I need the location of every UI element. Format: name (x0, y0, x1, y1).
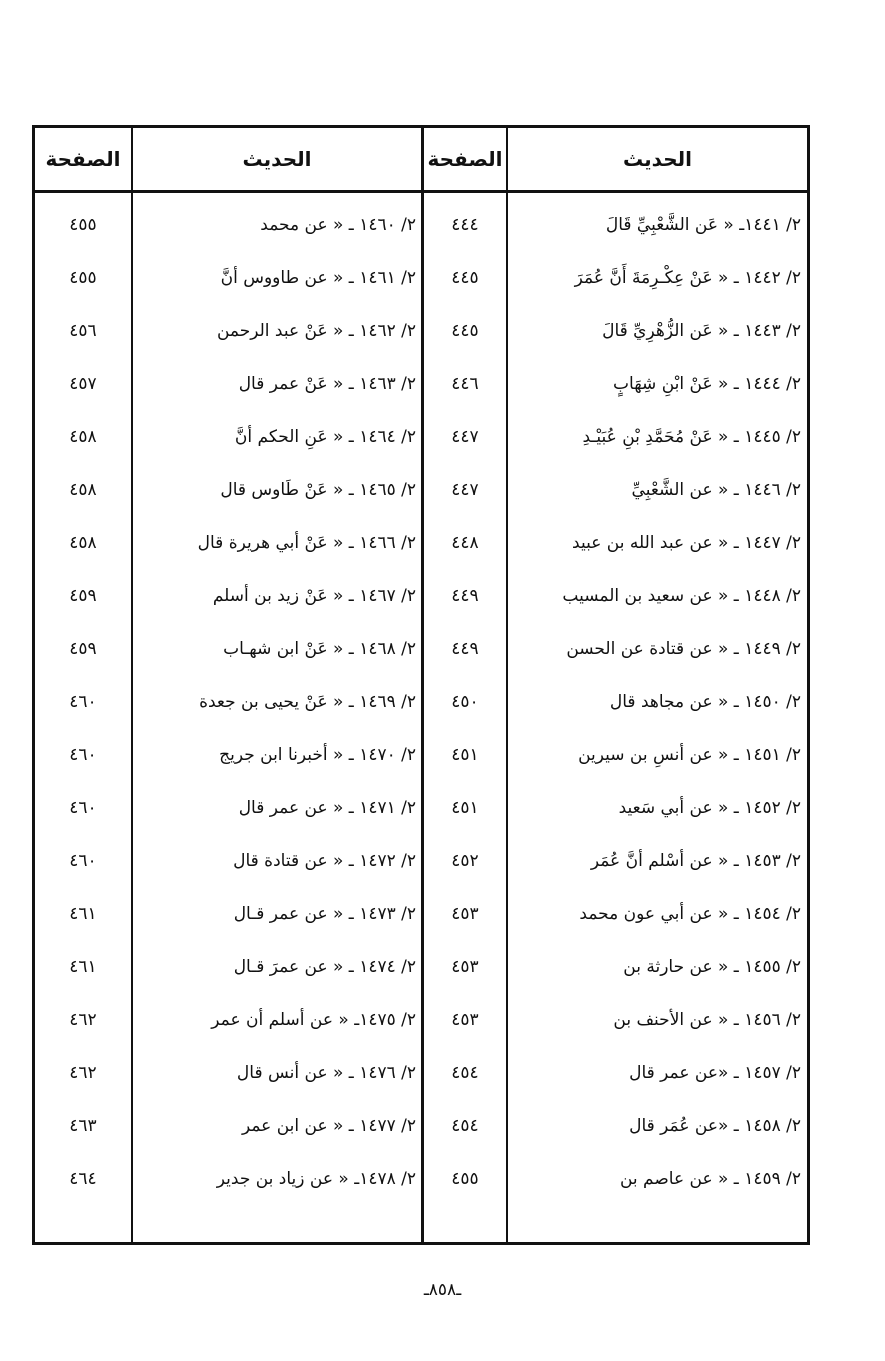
page-ref: ٤٥٨ (69, 427, 97, 447)
header-left-hadith: الحديث (242, 147, 312, 171)
hadith-entry: ٢/ ١٤٤١ـ « عَن الشَّعْبِيِّ قَالَ (605, 215, 801, 235)
hadith-entry: ٢/ ١٤٧٨ـ « عن زياد بن جدير (216, 1169, 416, 1189)
hadith-entry: ٢/ ١٤٦٣ ـ « عَنْ عمر قال (238, 374, 416, 394)
hadith-entry: ٢/ ١٤٤٦ ـ « عن الشَّعْبِيِّ (631, 480, 801, 500)
page-ref: ٤٥٠ (451, 692, 479, 712)
page-ref: ٤٥٥ (451, 1169, 479, 1189)
hadith-entry: ٢/ ١٤٧٥ـ « عن أسلم أن عمر (211, 1010, 416, 1030)
hadith-entry: ٢/ ١٤٧٦ ـ « عن أنس قال (236, 1063, 416, 1083)
page-ref: ٤٦٢ (69, 1063, 97, 1083)
column-divider (506, 128, 508, 1242)
header-right-page: الصفحة (427, 147, 503, 171)
hadith-entry: ٢/ ١٤٧٧ ـ « عن ابن عمر (241, 1116, 416, 1136)
hadith-entry: ٢/ ١٤٤٥ ـ « عَنْ مُحَمَّدِ بْنِ عُبَيْـدِ (582, 427, 801, 447)
hadith-entry: ٢/ ١٤٦٦ ـ « عَنْ أبي هريرة قال (197, 533, 416, 553)
page-ref: ٤٥٨ (69, 533, 97, 553)
page-ref: ٤٦١ (69, 904, 97, 924)
hadith-entry: ٢/ ١٤٧٣ ـ « عن عمر قـال (233, 904, 416, 924)
page-ref: ٤٤٥ (451, 321, 479, 341)
hadith-entry: ٢/ ١٤٥٠ ـ « عن مجاهد قال (609, 692, 801, 712)
hadith-entry: ٢/ ١٤٤٤ ـ « عَنْ ابْنِ شِهَابٍ (613, 374, 801, 394)
hadith-entry: ٢/ ١٤٥٩ ـ « عن عاصم بن (619, 1169, 801, 1189)
page-ref: ٤٥٥ (69, 268, 97, 288)
page-ref: ٤٦٠ (69, 851, 97, 871)
hadith-entry: ٢/ ١٤٥٨ ـ «عن عُمَر قال (629, 1116, 801, 1136)
page-ref: ٤٥١ (451, 798, 479, 818)
hadith-entry: ٢/ ١٤٦٨ ـ « عَنْ ابن شهـاب (223, 639, 416, 659)
page-ref: ٤٤٧ (451, 427, 479, 447)
header-divider (35, 190, 807, 193)
page-ref: ٤٥٣ (451, 1010, 479, 1030)
page-ref: ٤٦٠ (69, 798, 97, 818)
index-table (32, 125, 810, 1245)
hadith-entry: ٢/ ١٤٦٧ ـ « عَنْ زيد بن أسلم (212, 586, 416, 606)
page-ref: ٤٤٩ (451, 639, 479, 659)
hadith-entry: ٢/ ١٤٧٠ ـ « أخبرنا ابن جريج (219, 745, 416, 765)
page-ref: ٤٥٧ (69, 374, 97, 394)
hadith-entry: ٢/ ١٤٥٢ ـ « عن أبي سَعيد (618, 798, 801, 818)
page-ref: ٤٦٣ (69, 1116, 97, 1136)
hadith-entry: ٢/ ١٤٦٠ ـ « عن محمد (260, 215, 416, 235)
page-ref: ٤٤٨ (451, 533, 479, 553)
hadith-entry: ٢/ ١٤٥٣ ـ « عن أسْلم أنَّ عُمَر (590, 851, 801, 871)
hadith-entry: ٢/ ١٤٦٢ ـ « عَنْ عبد الرحمن (216, 321, 416, 341)
hadith-entry: ٢/ ١٤٤٩ ـ « عن قتادة عن الحسن (566, 639, 801, 659)
hadith-entry: ٢/ ١٤٤٨ ـ « عن سعيد بن المسيب (562, 586, 801, 606)
hadith-entry: ٢/ ١٤٧٢ ـ « عن قتادة قال (233, 851, 416, 871)
hadith-entry: ٢/ ١٤٦٥ ـ « عَنْ طَاوس قال (220, 480, 416, 500)
page-ref: ٤٤٩ (451, 586, 479, 606)
page-ref: ٤٥٨ (69, 480, 97, 500)
page-ref: ٤٥٣ (451, 904, 479, 924)
page-number: ـ٨٥٨ـ (423, 1280, 462, 1300)
hadith-entry: ٢/ ١٤٦١ ـ « عن طاووس أنَّ (220, 268, 416, 288)
hadith-entry: ٢/ ١٤٥٥ ـ « عن حارثة بن (623, 957, 801, 977)
page-ref: ٤٤٦ (451, 374, 479, 394)
hadith-entry: ٢/ ١٤٦٤ ـ « عَنِ الحكم أنَّ (234, 427, 416, 447)
page-ref: ٤٥٤ (451, 1063, 479, 1083)
page-ref: ٤٤٧ (451, 480, 479, 500)
hadith-entry: ٢/ ١٤٧٤ ـ « عن عمرَ قـال (233, 957, 416, 977)
page-ref: ٤٥٤ (451, 1116, 479, 1136)
hadith-entry: ٢/ ١٤٧١ ـ « عن عمر قال (238, 798, 416, 818)
page-ref: ٤٥١ (451, 745, 479, 765)
hadith-entry: ٢/ ١٤٥٤ ـ « عن أبي عون محمد (579, 904, 801, 924)
page-ref: ٤٦٤ (69, 1169, 97, 1189)
hadith-entry: ٢/ ١٤٤٧ ـ « عن عبد الله بن عبيد (572, 533, 801, 553)
page-ref: ٤٦٠ (69, 692, 97, 712)
page-ref: ٤٥٩ (69, 586, 97, 606)
hadith-entry: ٢/ ١٤٤٢ ـ « عَنْ عِكْـرِمَةَ أَنَّ عُمَرَ (574, 268, 801, 288)
page-ref: ٤٥٢ (451, 851, 479, 871)
page-ref: ٤٦١ (69, 957, 97, 977)
header-left-page: الصفحة (45, 147, 121, 171)
page-ref: ٤٥٩ (69, 639, 97, 659)
page-ref: ٤٤٥ (451, 268, 479, 288)
hadith-entry: ٢/ ١٤٥٧ ـ «عن عمر قال (629, 1063, 801, 1083)
header-right-hadith: الحديث (623, 147, 693, 171)
hadith-entry: ٢/ ١٤٥١ ـ « عن أنسِ بن سيرين (578, 745, 801, 765)
page-ref: ٤٥٣ (451, 957, 479, 977)
column-divider (131, 128, 133, 1242)
hadith-entry: ٢/ ١٤٦٩ ـ « عَنْ يحيى بن جعدة (199, 692, 416, 712)
hadith-entry: ٢/ ١٤٤٣ ـ « عَن الزُّهْرِيِّ قَالَ (602, 321, 801, 341)
page-ref: ٤٦٠ (69, 745, 97, 765)
page-ref: ٤٦٢ (69, 1010, 97, 1030)
page-ref: ٤٤٤ (451, 215, 479, 235)
page-ref: ٤٥٥ (69, 215, 97, 235)
page-ref: ٤٥٦ (69, 321, 97, 341)
hadith-entry: ٢/ ١٤٥٦ ـ « عن الأحنف بن (613, 1010, 801, 1030)
